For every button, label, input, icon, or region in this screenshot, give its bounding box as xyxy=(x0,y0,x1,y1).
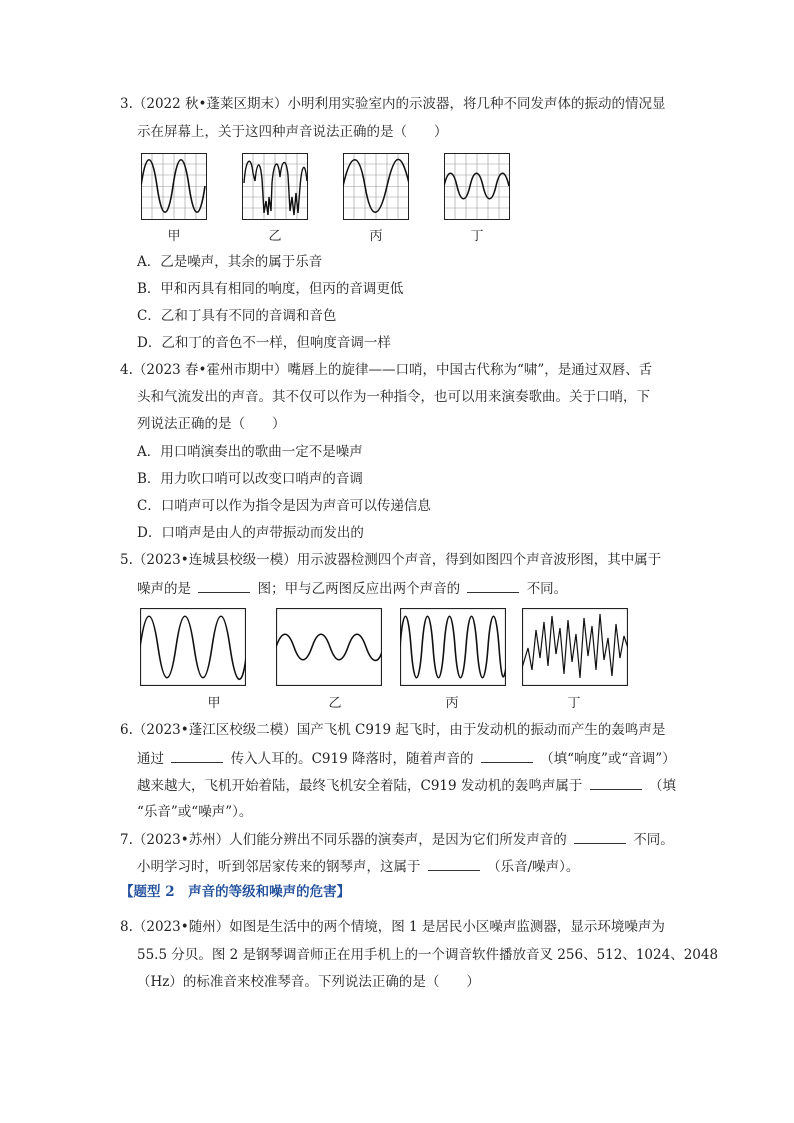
q7-stem-line2 xyxy=(137,856,579,877)
q6-text-e: （填 xyxy=(648,778,676,794)
q5-waveform-ding xyxy=(522,608,628,686)
q5-caption-bing: 丙 xyxy=(445,696,459,711)
q6-stem-line2 xyxy=(137,748,676,769)
q3-option-b: B．甲和丙具有相同的响度，但丙的音调更低 xyxy=(137,281,404,297)
q3-option-a: A．乙是噪声，其余的属于乐音 xyxy=(137,254,323,270)
q4-option-a: A．用口哨演奏出的歌曲一定不是噪声 xyxy=(137,444,363,460)
q8-stem-line3: （Hz）的标准音来校准琴音。下列说法正确的是（ ） xyxy=(137,974,480,990)
q5-text-a: 噪声的是 xyxy=(137,581,191,597)
q5-caption-jia: 甲 xyxy=(207,696,221,711)
q4-stem-line3: 列说法正确的是（ ） xyxy=(137,416,286,432)
q6-blank-3[interactable] xyxy=(590,775,642,790)
q6-text-b: 传入人耳的。C919 降落时，随着声音的 xyxy=(230,751,474,767)
q6-blank-1[interactable] xyxy=(171,748,223,763)
q7-text-d: （乐音/噪声）。 xyxy=(487,859,580,875)
q3-caption-bing: 丙 xyxy=(369,229,383,244)
q5-waveform-jia xyxy=(140,608,246,686)
q5-text-c: 不同。 xyxy=(526,581,568,597)
q6-text-d: 越来越大，飞机开始着陆，最终飞机安全着陆，C919 发动机的轰鸣声属于 xyxy=(137,778,583,794)
q7-text-a: 7.（2023•苏州）人们能分辨出不同乐器的演奏声，是因为它们所发声音的 xyxy=(120,832,567,848)
q4-option-b: B．用力吹口哨可以改变口哨声的音调 xyxy=(137,471,363,487)
q5-caption-yi: 乙 xyxy=(328,696,342,711)
q5-blank-2[interactable] xyxy=(467,578,519,593)
q3-stem-line1: 3.（2022 秋•蓬莱区期末）小明利用实验室内的示波器，将几种不同发声体的振动的情况显 xyxy=(120,96,666,112)
q7-stem-line1 xyxy=(120,829,674,850)
q3-waveform-jia xyxy=(141,153,207,220)
q3-waveform-ding xyxy=(444,153,510,220)
q6-text-a: 通过 xyxy=(137,751,164,767)
q7-text-c: 小明学习时，听到邻居家传来的钢琴声，这属于 xyxy=(137,859,421,875)
q5-caption-ding: 丁 xyxy=(567,696,581,711)
q4-option-d: D．口哨声是由人的声带振动而发出的 xyxy=(137,525,364,541)
q3-option-c: C．乙和丁具有不同的音调和音色 xyxy=(137,308,337,324)
q3-option-d: D．乙和丁的音色不一样，但响度音调一样 xyxy=(137,335,391,351)
q3-caption-jia: 甲 xyxy=(167,229,181,244)
q6-blank-2[interactable] xyxy=(481,748,533,763)
q4-stem-line2: 头和气流发出的声音。其不仅可以作为一种指令，也可以用来演奏歌曲。关于口哨，下 xyxy=(137,389,650,405)
q7-blank-2[interactable] xyxy=(428,856,480,871)
q5-blank-1[interactable] xyxy=(198,578,250,593)
q6-text-c: （填“响度”或“音调”） xyxy=(540,751,676,767)
q4-stem-line1: 4.（2023 春•霍州市期中）嘴唇上的旋律——口哨，中国古代称为“啸”，是通过双唇、舌 xyxy=(120,362,653,378)
q8-stem-line2: 55.5 分贝。图 2 是钢琴调音师正在用手机上的一个调音软件播放音叉 256、512、1024、2048 xyxy=(137,947,719,963)
q8-stem-line1: 8.（2023•随州）如图是生活中的两个情境，图 1 是居民小区噪声监测器，显示环境噪声为 xyxy=(120,919,665,935)
q3-caption-ding: 丁 xyxy=(470,229,484,244)
section-heading: 【题型 2 声音的等级和噪声的危害】 xyxy=(120,884,351,900)
q4-option-c: C．口哨声可以作为指令是因为声音可以传递信息 xyxy=(137,498,431,514)
q3-waveform-bing xyxy=(343,153,409,220)
q7-text-b: 不同。 xyxy=(633,832,674,848)
q5-stem-line2 xyxy=(137,578,567,599)
q5-waveform-yi xyxy=(276,608,382,686)
q6-stem-line1: 6.（2023•蓬江区校级二模）国产飞机 C919 起飞时，由于发动机的振动而产生的轰鸣声是 xyxy=(120,722,666,738)
q5-waveform-bing xyxy=(400,608,506,686)
q3-caption-yi: 乙 xyxy=(268,229,282,244)
q6-stem-line4: “乐音”或“噪声”）。 xyxy=(137,804,253,820)
q7-blank-1[interactable] xyxy=(574,829,626,844)
q6-stem-line3 xyxy=(137,775,676,796)
q3-stem-line2: 示在屏幕上，关于这四种声音说法正确的是（ ） xyxy=(137,124,448,140)
q3-waveform-yi xyxy=(242,153,308,220)
q5-stem-line1: 5.（2023•连城县校级一模）用示波器检测四个声音，得到如图四个声音波形图，其中属于 xyxy=(120,552,662,568)
q5-text-b: 图；甲与乙两图反应出两个声音的 xyxy=(257,581,461,597)
